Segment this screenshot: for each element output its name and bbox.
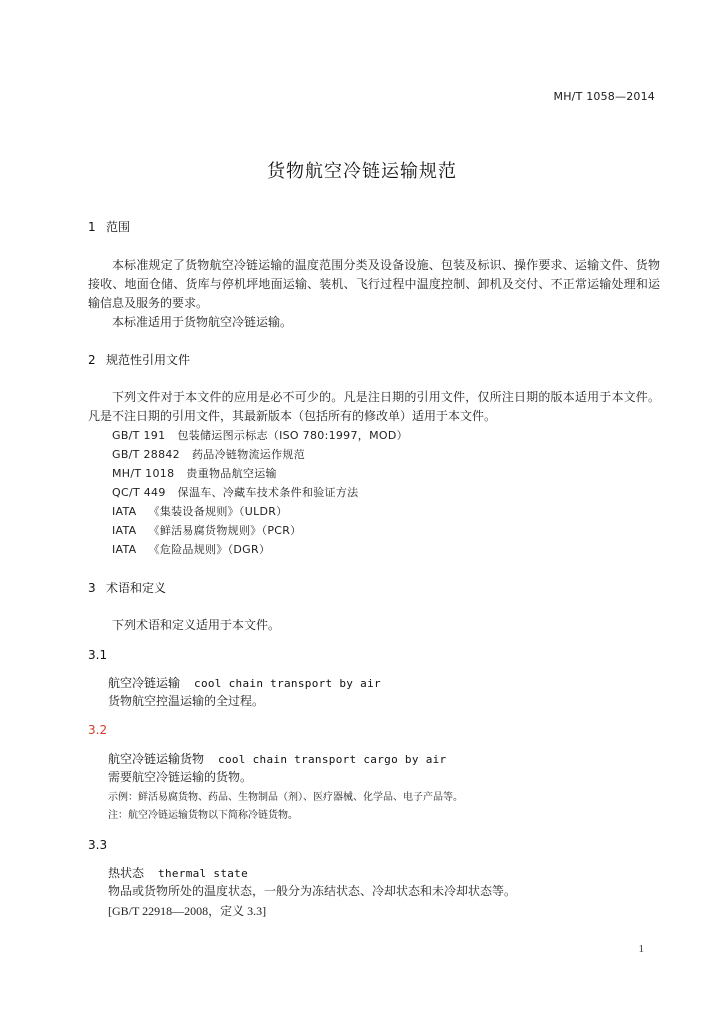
section-1-paragraph-1: 本标准规定了货物航空冷链运输的温度范围分类及设备设施、包装及标识、操作要求、运输文件、货物接收、地面仓储、货库与停机坪地面运输、装机、飞行过程中温度控制、卸机及交付、不正常运输处理和运输信息及服务的要求。 [88,258,660,310]
reference-item [112,503,288,521]
term-english: thermal state [158,867,249,880]
reference-code: GB/T 28842 [112,448,180,461]
section-2-paragraph-1: 下列文件对于本文件的应用是必不可少的。凡是注日期的引用文件，仅所注日期的版本适用于本文件。凡是不注日期的引用文件，其最新版本（包括所有的修改单）适用于本文件。 [88,390,660,423]
section-number: 1 [88,220,96,234]
reference-item [112,484,358,502]
term-entry [108,750,446,769]
reference-code: QC/T 449 [112,486,166,499]
section-number: 2 [88,353,96,367]
section-1-heading [88,218,130,236]
term-definition: 货物航空控温运输的全过程。 [108,694,265,708]
clause-number: 3.1 [88,648,108,662]
reference-name: 《集装设备规则》（ULDR） [148,505,288,518]
term-source: [GB/T 22918—2008，定义 3.3] [108,904,267,918]
term-entry [108,674,381,693]
clause-number: 3.2 [88,723,108,737]
reference-name: 保温车、冷藏车技术条件和验证方法 [177,486,359,499]
reference-item [112,541,270,559]
document-title: 货物航空冷链运输规范 [267,161,457,182]
reference-name: 贵重物品航空运输 [186,467,277,480]
term-definition: 物品或货物所处的温度状态，一般分为冻结状态、冷却状态和未冷却状态等。 [108,884,517,898]
term-chinese: 航空冷链运输货物 [108,752,205,766]
reference-item [112,446,305,464]
section-2-heading [88,351,190,369]
section-title: 规范性引用文件 [106,353,191,367]
term-note: 注：航空冷链运输货物以下简称冷链货物。 [108,810,298,821]
term-chinese: 航空冷链运输 [108,676,181,690]
term-example: 示例：鲜活易腐货物、药品、生物制品（剂）、医疗器械、化学品、电子产品等。 [108,792,463,803]
term-english: cool chain transport by air [194,677,381,690]
section-number: 3 [88,581,96,595]
reference-code: GB/T 191 [112,429,166,442]
standard-code: MH/T 1058—2014 [553,90,655,103]
term-definition: 需要航空冷链运输的货物。 [108,770,253,784]
reference-code: IATA [112,524,137,537]
reference-name: 包装储运图示标志（ISO 780:1997，MOD） [177,429,408,442]
reference-item [112,427,408,445]
reference-code: MH/T 1018 [112,467,175,480]
reference-name: 《鲜活易腐货物规则》（PCR） [148,524,302,537]
reference-code: IATA [112,505,137,518]
section-3-paragraph-1: 下列术语和定义适用于本文件。 [112,618,281,632]
section-title: 范围 [106,220,131,234]
reference-item [112,465,277,483]
term-chinese: 热状态 [108,866,145,880]
term-entry [108,864,248,883]
clause-number: 3.3 [88,838,108,852]
section-3-heading [88,579,166,597]
section-1-paragraph-2: 本标准适用于货物航空冷链运输。 [112,315,293,329]
reference-name: 药品冷链物流运作规范 [192,448,305,461]
reference-item [112,522,301,540]
term-english: cool chain transport cargo by air [218,753,447,766]
reference-name: 《危险品规则》（DGR） [148,543,271,556]
section-title: 术语和定义 [106,581,167,595]
reference-code: IATA [112,543,137,556]
page-number: 1 [638,943,644,955]
